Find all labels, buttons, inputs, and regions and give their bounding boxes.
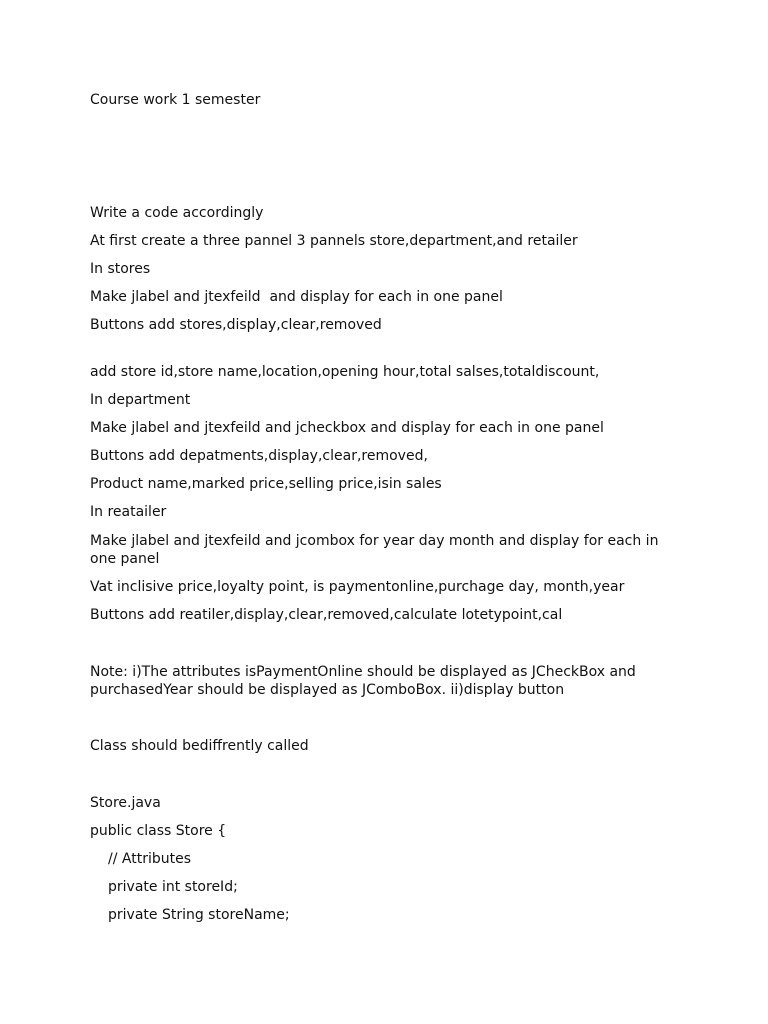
class-note: Class should bediffrently called: [90, 738, 309, 754]
document-title: Course work 1 semester: [90, 92, 261, 108]
stores-heading: In stores: [90, 261, 151, 277]
retailer-heading: In reatailer: [90, 504, 167, 520]
stores-make-instruction: Make jlabel and jtexfeild and display for each in one panel: [90, 289, 503, 305]
department-heading: In department: [90, 392, 191, 408]
department-buttons-instruction: Buttons add depatments,display,clear,removed,: [90, 448, 428, 464]
code-class-declaration: public class Store {: [90, 823, 227, 839]
panels-instruction: At first create a three pannel 3 pannels store,department,and retailer: [90, 233, 578, 249]
stores-fields: add store id,store name,location,opening hour,total salses,totaldiscount,: [90, 364, 600, 380]
retailer-make-instruction: Make jlabel and jtexfeild and jcombox for year day month and display for each in one panel: [90, 533, 663, 567]
department-make-instruction: Make jlabel and jtexfeild and jcheckbox and display for each in one panel: [90, 420, 604, 436]
stores-buttons-instruction: Buttons add stores,display,clear,removed: [90, 317, 382, 333]
intro-text: Write a code accordingly: [90, 205, 264, 221]
note-text: Note: i)The attributes isPaymentOnline should be displayed as JCheckBox and purchasedYear should be displayed as JComboBox. ii)display button: [90, 664, 641, 698]
retailer-fields: Vat inclisive price,loyalty point, is paymentonline,purchage day, month,year: [90, 579, 625, 595]
retailer-buttons-instruction: Buttons add reatiler,display,clear,removed,calculate lotetypoint,cal: [90, 607, 563, 623]
code-filename: Store.java: [90, 795, 161, 811]
department-fields: Product name,marked price,selling price,isin sales: [90, 476, 442, 492]
code-comment: // Attributes: [108, 851, 191, 867]
code-field-store-name: private String storeName;: [108, 907, 290, 923]
code-field-store-id: private int storeId;: [108, 879, 238, 895]
